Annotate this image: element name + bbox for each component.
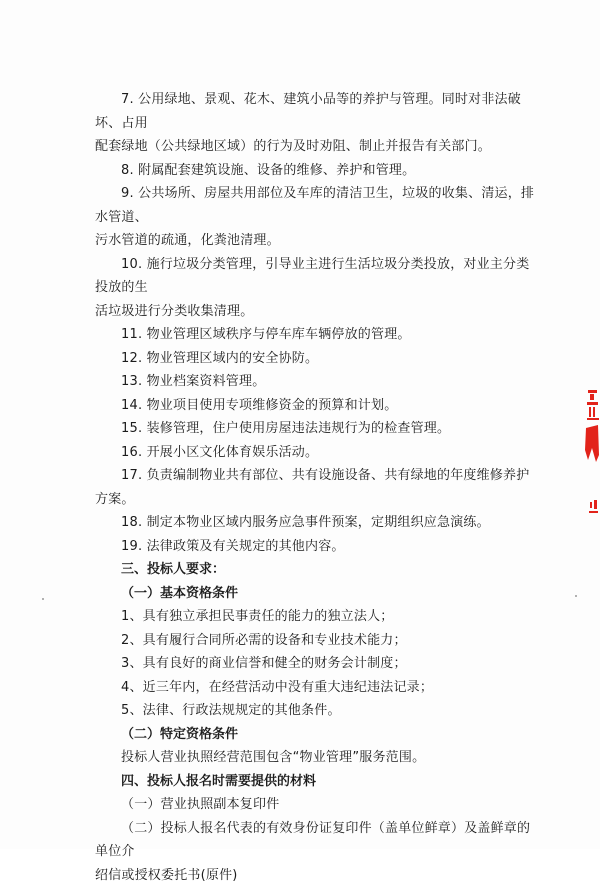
list-item: 3、具有良好的商业信誉和健全的财务会计制度；: [95, 652, 535, 676]
text-line: 18. 制定本物业区域内服务应急事件预案，定期组织应急演练。: [95, 511, 535, 535]
text-line: 配套绿地（公共绿地区域）的行为及时劝阻、制止并报告有关部门。: [95, 135, 535, 159]
text-line: 7. 公用绿地、景观、花木、建筑小品等的养护与管理。同时对非法破坏、占用: [95, 88, 535, 135]
document-body: [95, 88, 535, 887]
section-heading: 三、投标人要求：: [95, 558, 535, 582]
text-line: 13. 物业档案资料管理。: [95, 370, 535, 394]
text-line: 9. 公共场所、房屋共用部位及车库的清洁卫生，垃圾的收集、清运，排水管道、: [95, 182, 535, 229]
list-item: 1、具有独立承担民事责任的能力的独立法人；: [95, 605, 535, 629]
list-item: 2、具有履行合同所必需的设备和专业技术能力；: [95, 629, 535, 653]
text-line: 活垃圾进行分类收集清理。: [95, 300, 535, 324]
text-line: 投标人营业执照经营范围包含“物业管理”服务范围。: [95, 746, 535, 770]
subsection-heading: （二）特定资格条件: [95, 723, 535, 747]
list-item: 5、法律、行政法规规定的其他条件。: [95, 699, 535, 723]
text-line: 19. 法律政策及有关规定的其他内容。: [95, 535, 535, 559]
scan-speck: [42, 598, 44, 600]
text-line: 16. 开展小区文化体育娱乐活动。: [95, 441, 535, 465]
subsection-heading: （一）基本资格条件: [95, 582, 535, 606]
scan-speck: [575, 595, 577, 597]
seal-stamp-fragment: [578, 380, 600, 540]
text-line: 污水管道的疏通，化粪池清理。: [95, 229, 535, 253]
section-heading: 四、投标人报名时需要提供的材料: [95, 770, 535, 794]
list-item: （二）投标人报名代表的有效身份证复印件（盖单位鲜章）及盖鲜章的单位介: [95, 817, 535, 864]
list-item: 4、近三年内，在经营活动中没有重大违纪违法记录；: [95, 676, 535, 700]
text-line: 11. 物业管理区域秩序与停车库车辆停放的管理。: [95, 323, 535, 347]
text-line: 12. 物业管理区域内的安全协防。: [95, 347, 535, 371]
text-line: 8. 附属配套建筑设施、设备的维修、养护和管理。: [95, 159, 535, 183]
text-line: 10. 施行垃圾分类管理，引导业主进行生活垃圾分类投放，对业主分类投放的生: [95, 253, 535, 300]
list-item: （一）营业执照副本复印件: [95, 793, 535, 817]
text-line: 绍信或授权委托书(原件): [95, 864, 535, 887]
text-line: 14. 物业项目使用专项维修资金的预算和计划。: [95, 394, 535, 418]
text-line: 15. 装修管理，住户使用房屋违法违规行为的检查管理。: [95, 417, 535, 441]
text-line: 17. 负责编制物业共有部位、共有设施设备、共有绿地的年度维修养护方案。: [95, 464, 535, 511]
